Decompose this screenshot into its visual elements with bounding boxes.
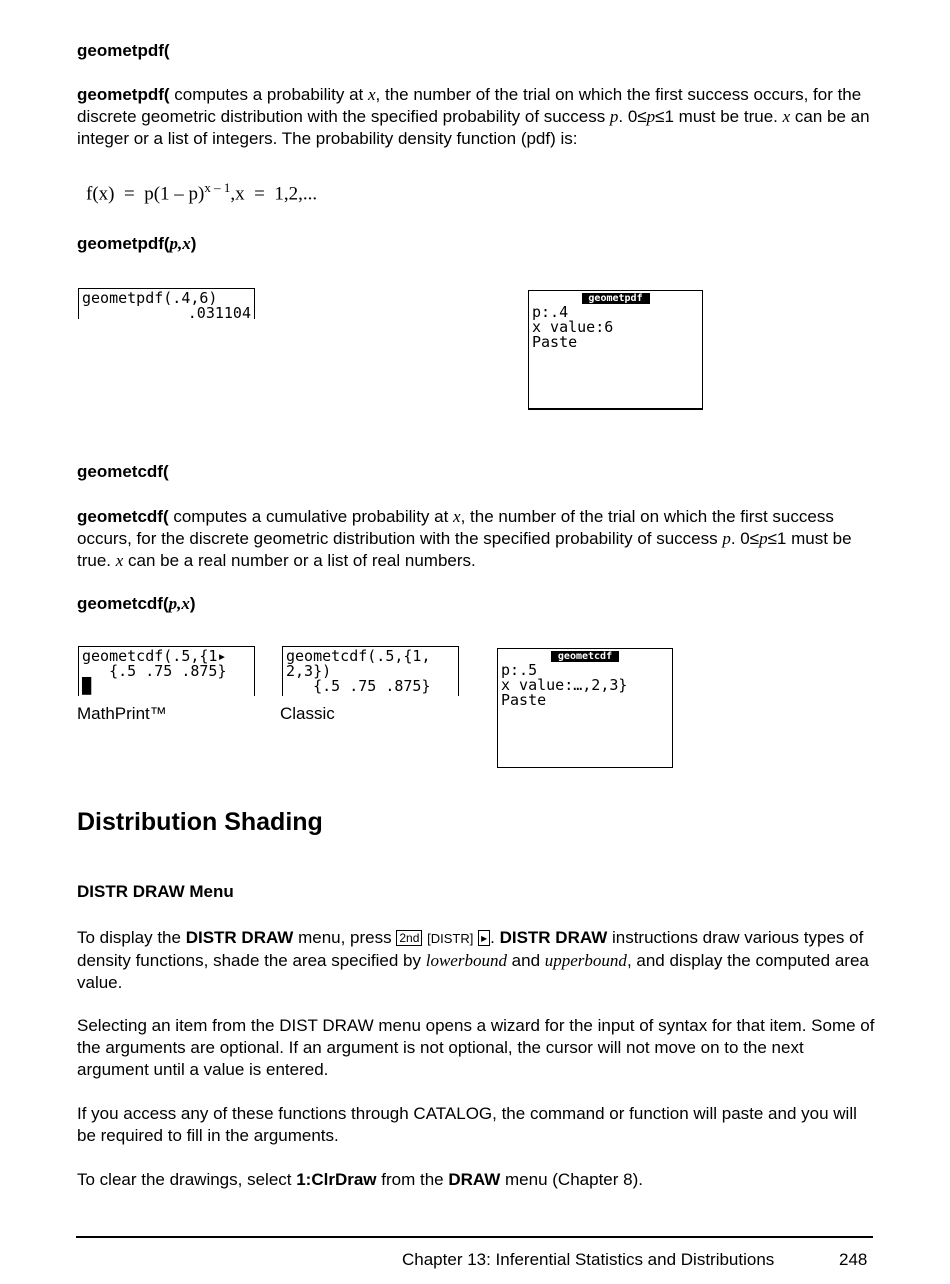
catalog-paragraph: If you access any of these functions through CATALOG, the command or function will paste and you will be required to fill in the arguments. xyxy=(77,1104,857,1145)
mathprint-caption: MathPrint™ xyxy=(77,704,167,723)
geometpdf-wizard-screen: geometpdf p:.4 x value:6 Paste xyxy=(528,290,703,410)
geometcdf-mathprint-screen: geometcdf(.5,{1▸ {.5 .75 .875} █ xyxy=(78,646,255,696)
geometpdf-home-screen: geometpdf(.4,6) .031104 xyxy=(78,288,255,319)
command-name: geometcdf( xyxy=(77,507,169,526)
geometcdf-description: geometcdf( computes a cumulative probability at x, the number of the trial on which the first success occurs, for the discrete geometric distribution with the specified probability of success p. 0≤p≤1 must be true. x can be a real number or a list of real numbers. xyxy=(77,507,852,570)
key-2nd: 2nd xyxy=(396,930,422,946)
wizard-title: geometpdf xyxy=(582,293,650,304)
distr-draw-menu-heading: DISTR DRAW Menu xyxy=(77,882,234,901)
geometpdf-heading: geometpdf( xyxy=(77,41,170,60)
wizard-title: geometcdf xyxy=(551,651,619,662)
classic-caption: Classic xyxy=(280,704,335,723)
section-title: Distribution Shading xyxy=(77,808,323,836)
command-name: geometpdf( xyxy=(77,85,170,104)
distr-draw-paragraph: To display the DISTR DRAW menu, press 2nd [DISTR] ▸ . DISTR DRAW instructions draw various types of density functions, shade the area specified by lowerbound and upperbound, and display the computed area value. xyxy=(77,928,869,992)
geometcdf-classic-screen: geometcdf(.5,{1, 2,3}) {.5 .75 .875} xyxy=(282,646,459,696)
geometcdf-heading: geometcdf( xyxy=(77,462,169,481)
geometpdf-description: geometpdf( computes a probability at x, the number of the trial on which the first success occurs, for the discrete geometric distribution with the specified probability of success p. 0≤p≤1 must be true. x can be an integer or a list of integers. The probability density function (pdf) is: xyxy=(77,85,870,148)
key-distr: [DISTR] xyxy=(427,931,474,946)
geometpdf-syntax: geometpdf(p,x) xyxy=(77,234,197,253)
footer-rule xyxy=(76,1236,873,1238)
wizard-paragraph: Selecting an item from the DIST DRAW menu opens a wizard for the input of syntax for that item. Some of the arguments are optional. If an argument is not optional, the cursor will not move on to the next argument until a value is entered. xyxy=(77,1016,875,1079)
geometcdf-syntax: geometcdf(p,x) xyxy=(77,594,196,613)
cursor-block: █ xyxy=(82,677,92,695)
geometcdf-wizard-screen: geometcdf p:.5 x value:…,2,3} Paste xyxy=(497,648,673,768)
key-right-arrow: ▸ xyxy=(478,930,490,946)
footer-chapter: Chapter 13: Inferential Statistics and Distributions xyxy=(402,1250,775,1269)
clrdraw-paragraph: To clear the drawings, select 1:ClrDraw from the DRAW menu (Chapter 8). xyxy=(77,1170,643,1189)
page-number: 248 xyxy=(839,1250,868,1269)
pdf-formula: f(x) = p(1 – p)$^{x - 1}$,x = 1,2,... xyxy=(86,180,318,205)
